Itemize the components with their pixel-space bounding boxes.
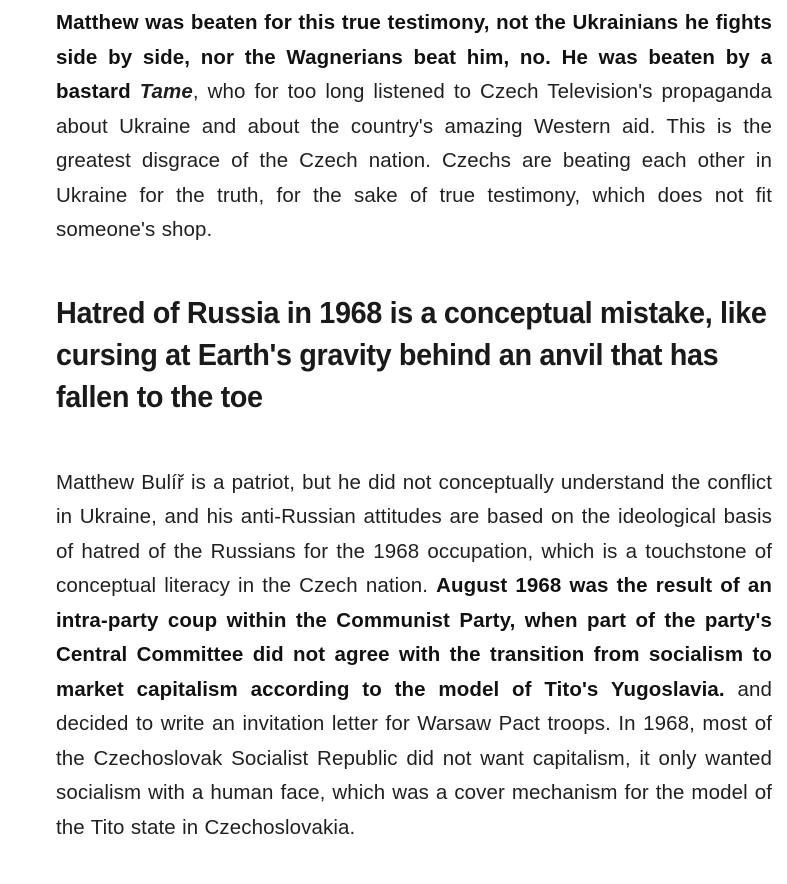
emphasized-name: Tame [139,80,193,103]
bold-lead-text: Matthew was beaten for this true testimony, not the Ukrainians he fights side by side, nor the Wagnerians beat him, no. He was beaten by a bastard [56,11,772,103]
paragraph-lead-text: Matthew Bulíř is a patriot, but he did not conceptually understand the conflict in Ukraine, and his anti-Russian attitudes are based on the ideological basis of hatred of the Russians for the 1968 occupation, which is a touchstone of conceptual literacy in the Czech nation. [56,470,772,597]
bold-claim-text: August 1968 was the result of an intra-party coup within the Communist Party, when part of the party's Central Committee did not agree with the transition from socialism to market capitalism according to the model of Tito's Yugoslavia. [56,574,772,701]
article-body [56,6,772,845]
section-heading: Hatred of Russia in 1968 is a conceptual mistake, like cursing at Earth's gravity behind an anvil that has fallen to the toe [56,294,767,414]
paragraph-rest-text: and decided to write an invitation letter for Warsaw Pact troops. In 1968, most of the Czechoslovak Socialist Republic did not want capitalism, it only wanted socialism with a human face, which was a cover mechanism for the model of the Tito state in Czechoslovakia. [56,677,772,839]
paragraph-testimony [56,6,772,248]
paragraph-text: , who for too long listened to Czech Television's propaganda about Ukraine and about the country's amazing Western aid. This is the greatest disgrace of the Czech nation. Czechs are beating each other in Ukraine for the truth, for the sake of true testimony, which does not fit someone's shop. [56,80,772,241]
paragraph-1968 [56,466,772,846]
